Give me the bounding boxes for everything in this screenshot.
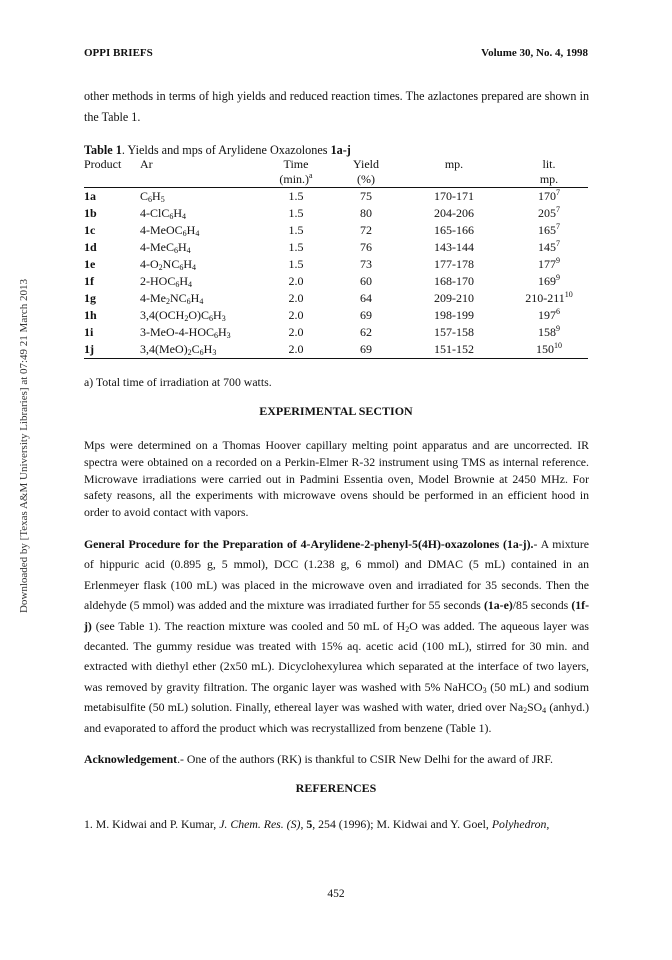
caption-label: Table 1	[84, 143, 122, 157]
ack-label: Acknowledgement	[84, 752, 178, 766]
ar-formula: $C_6H_5$	[140, 189, 165, 204]
header-time-unit: $(\min.)^a$	[258, 172, 334, 188]
table-row: 1f $2-HOC_6H_4$ 2.0 60 168-170 $169^9$	[84, 273, 560, 289]
ar-formula: $4-O_2NC_6H_4$	[140, 257, 197, 272]
table-footnote: a) Total time of irradiation at 700 watts.	[84, 375, 272, 389]
caption-compound: 1a-j	[330, 143, 351, 157]
caption-text: . Yields and mps of Arylidene Oxazolones	[121, 143, 331, 157]
running-header-right: Volume 30, No. 4, 1998	[481, 47, 588, 59]
table-row: 1h $3,4(OCH_2O)C_6H_3$ 2.0 69 198-199 $197^6$	[84, 307, 560, 323]
ar-formula: $4-ClC_6H_4$	[140, 206, 187, 221]
ar-formula: $3,4(OCH_2O)C_6H_3$	[140, 308, 226, 323]
ar-formula: $4-MeOC_6H_4$	[140, 223, 200, 238]
table-row: 1i $3-MeO-4-HOC_6H_3$ 2.0 62 157-158 $158^9$	[84, 324, 560, 340]
ar-formula: $3,4(MeO)_2C_6H_3$	[140, 341, 258, 359]
download-watermark: Downloaded by [Texas A&M University Libraries] at 07:49 21 March 2013	[18, 278, 30, 614]
table-row: 1a $C_6H_5$ 1.5 75 170-171 $170^7$	[84, 188, 560, 204]
acknowledgement: Acknowledgement.- One of the authors (RK) is thankful to CSIR New Delhi for the award of JRF.	[84, 752, 553, 766]
header-time: Time	[283, 157, 309, 171]
table-row: 1e $4-O_2NC_6H_4$ 1.5 73 177-178 $177^9$	[84, 256, 560, 272]
header-yield-unit: (%)	[334, 172, 398, 188]
page-number: 452	[327, 888, 345, 900]
experimental-heading: EXPERIMENTAL SECTION	[259, 404, 413, 418]
header-product: Product	[84, 157, 122, 171]
reference-1: 1. M. Kidwai and P. Kumar, J. Chem. Res. (S), 5, 254 (1996); M. Kidwai and Y. Goel, Polyhedron,	[84, 817, 550, 831]
procedure-title: General Procedure for the Preparation of 4-Arylidene-2-phenyl-5(4H)-oxazolones (1a-j).	[84, 537, 534, 551]
procedure-paragraph: General Procedure for the Preparation of 4-Arylidene-2-phenyl-5(4H)-oxazolones (1a-j).- A mixture of hippuric acid (0.895 g, 5 mmol), DCC (1.238 g, 6 mmol) and DMAC (5 mL) contained in an Erlenmeyer flask (100 mL) was placed in the microwave oven and irradiated for 35 seconds. Then the aldehyde (5 mmol) was added and the mixture was irradiated further for 55 seconds (1a-e)/85 seconds (1f-j) (see Table 1). The reaction mixture was cooled and 50 mL of $H_2O$ was added. The aqueous layer was decanted. The gummy residue was treated with 15% aq. acetic acid (100 mL), stirred for 30 min. and extracted with diethyl ether (2x50 mL). Dicyclohexylurea which separated at the interface of two layers, was removed by gravity filtration. The organic layer was washed with 5% NaHCO$_3$ (50 mL) and sodium metabisulfite (50 mL) solution. Finally, ethereal layer was washed with water, dried over $Na_2SO_4$ (anhyd.) and evaporated to afford the product which was recrystallized from benzene (Table 1).	[84, 537, 590, 735]
experimental-paragraph: Mps were determined on a Thomas Hoover capillary melting point apparatus and are uncorrected. IR spectra were obtained on a recorded on a Perkin-Elmer R-32 instrument using TMS as internal reference. Microwave irradiations were carried out in Padmini Essentia oven, Model Brownie at 2450 MHz. For safety reasons, all the experiments with microwave ovens should be performed in an efficient hood in order to avoid contact with vapors.	[84, 438, 589, 520]
header-yield: Yield	[353, 157, 379, 171]
header-lit: lit.	[542, 157, 556, 171]
header-ar: Ar	[140, 157, 153, 171]
table-row: 1c $4-MeOC_6H_4$ 1.5 72 165-166 $165^7$	[84, 222, 560, 238]
header-time-note: a	[309, 171, 313, 180]
header-mp: mp.	[444, 157, 464, 171]
header-lit-unit: mp.	[510, 172, 588, 188]
intro-paragraph: other methods in terms of high yields and reduced reaction times. The azlactones prepared are shown in the Table 1.	[84, 89, 589, 124]
ar-formula: $2-HOC_6H_4$	[140, 274, 193, 289]
table-row: 1d $4-MeC_6H_4$ 1.5 76 143-144 $145^7$	[84, 239, 560, 255]
references-heading: REFERENCES	[295, 781, 377, 795]
ar-formula: $3-MeO-4-HOC_6H_3$	[140, 325, 231, 340]
table-row: 1b $4-ClC_6H_4$ 1.5 80 204-206 $205^7$	[84, 205, 560, 221]
ar-formula: $4-Me_2NC_6H_4$	[140, 291, 204, 306]
ar-formula: $4-MeC_6H_4$	[140, 240, 191, 255]
table-row: 1j $3,4(MeO)_2C_6H_3$ 2.0 69 151-152 $150^{10}$	[84, 341, 588, 359]
yield-table	[84, 157, 588, 359]
table-caption	[84, 143, 351, 158]
table-row: 1g $4-Me_2NC_6H_4$ 2.0 64 209-210 $210-211^{10}$	[84, 290, 573, 306]
running-header-left: OPPI BRIEFS	[84, 47, 153, 59]
